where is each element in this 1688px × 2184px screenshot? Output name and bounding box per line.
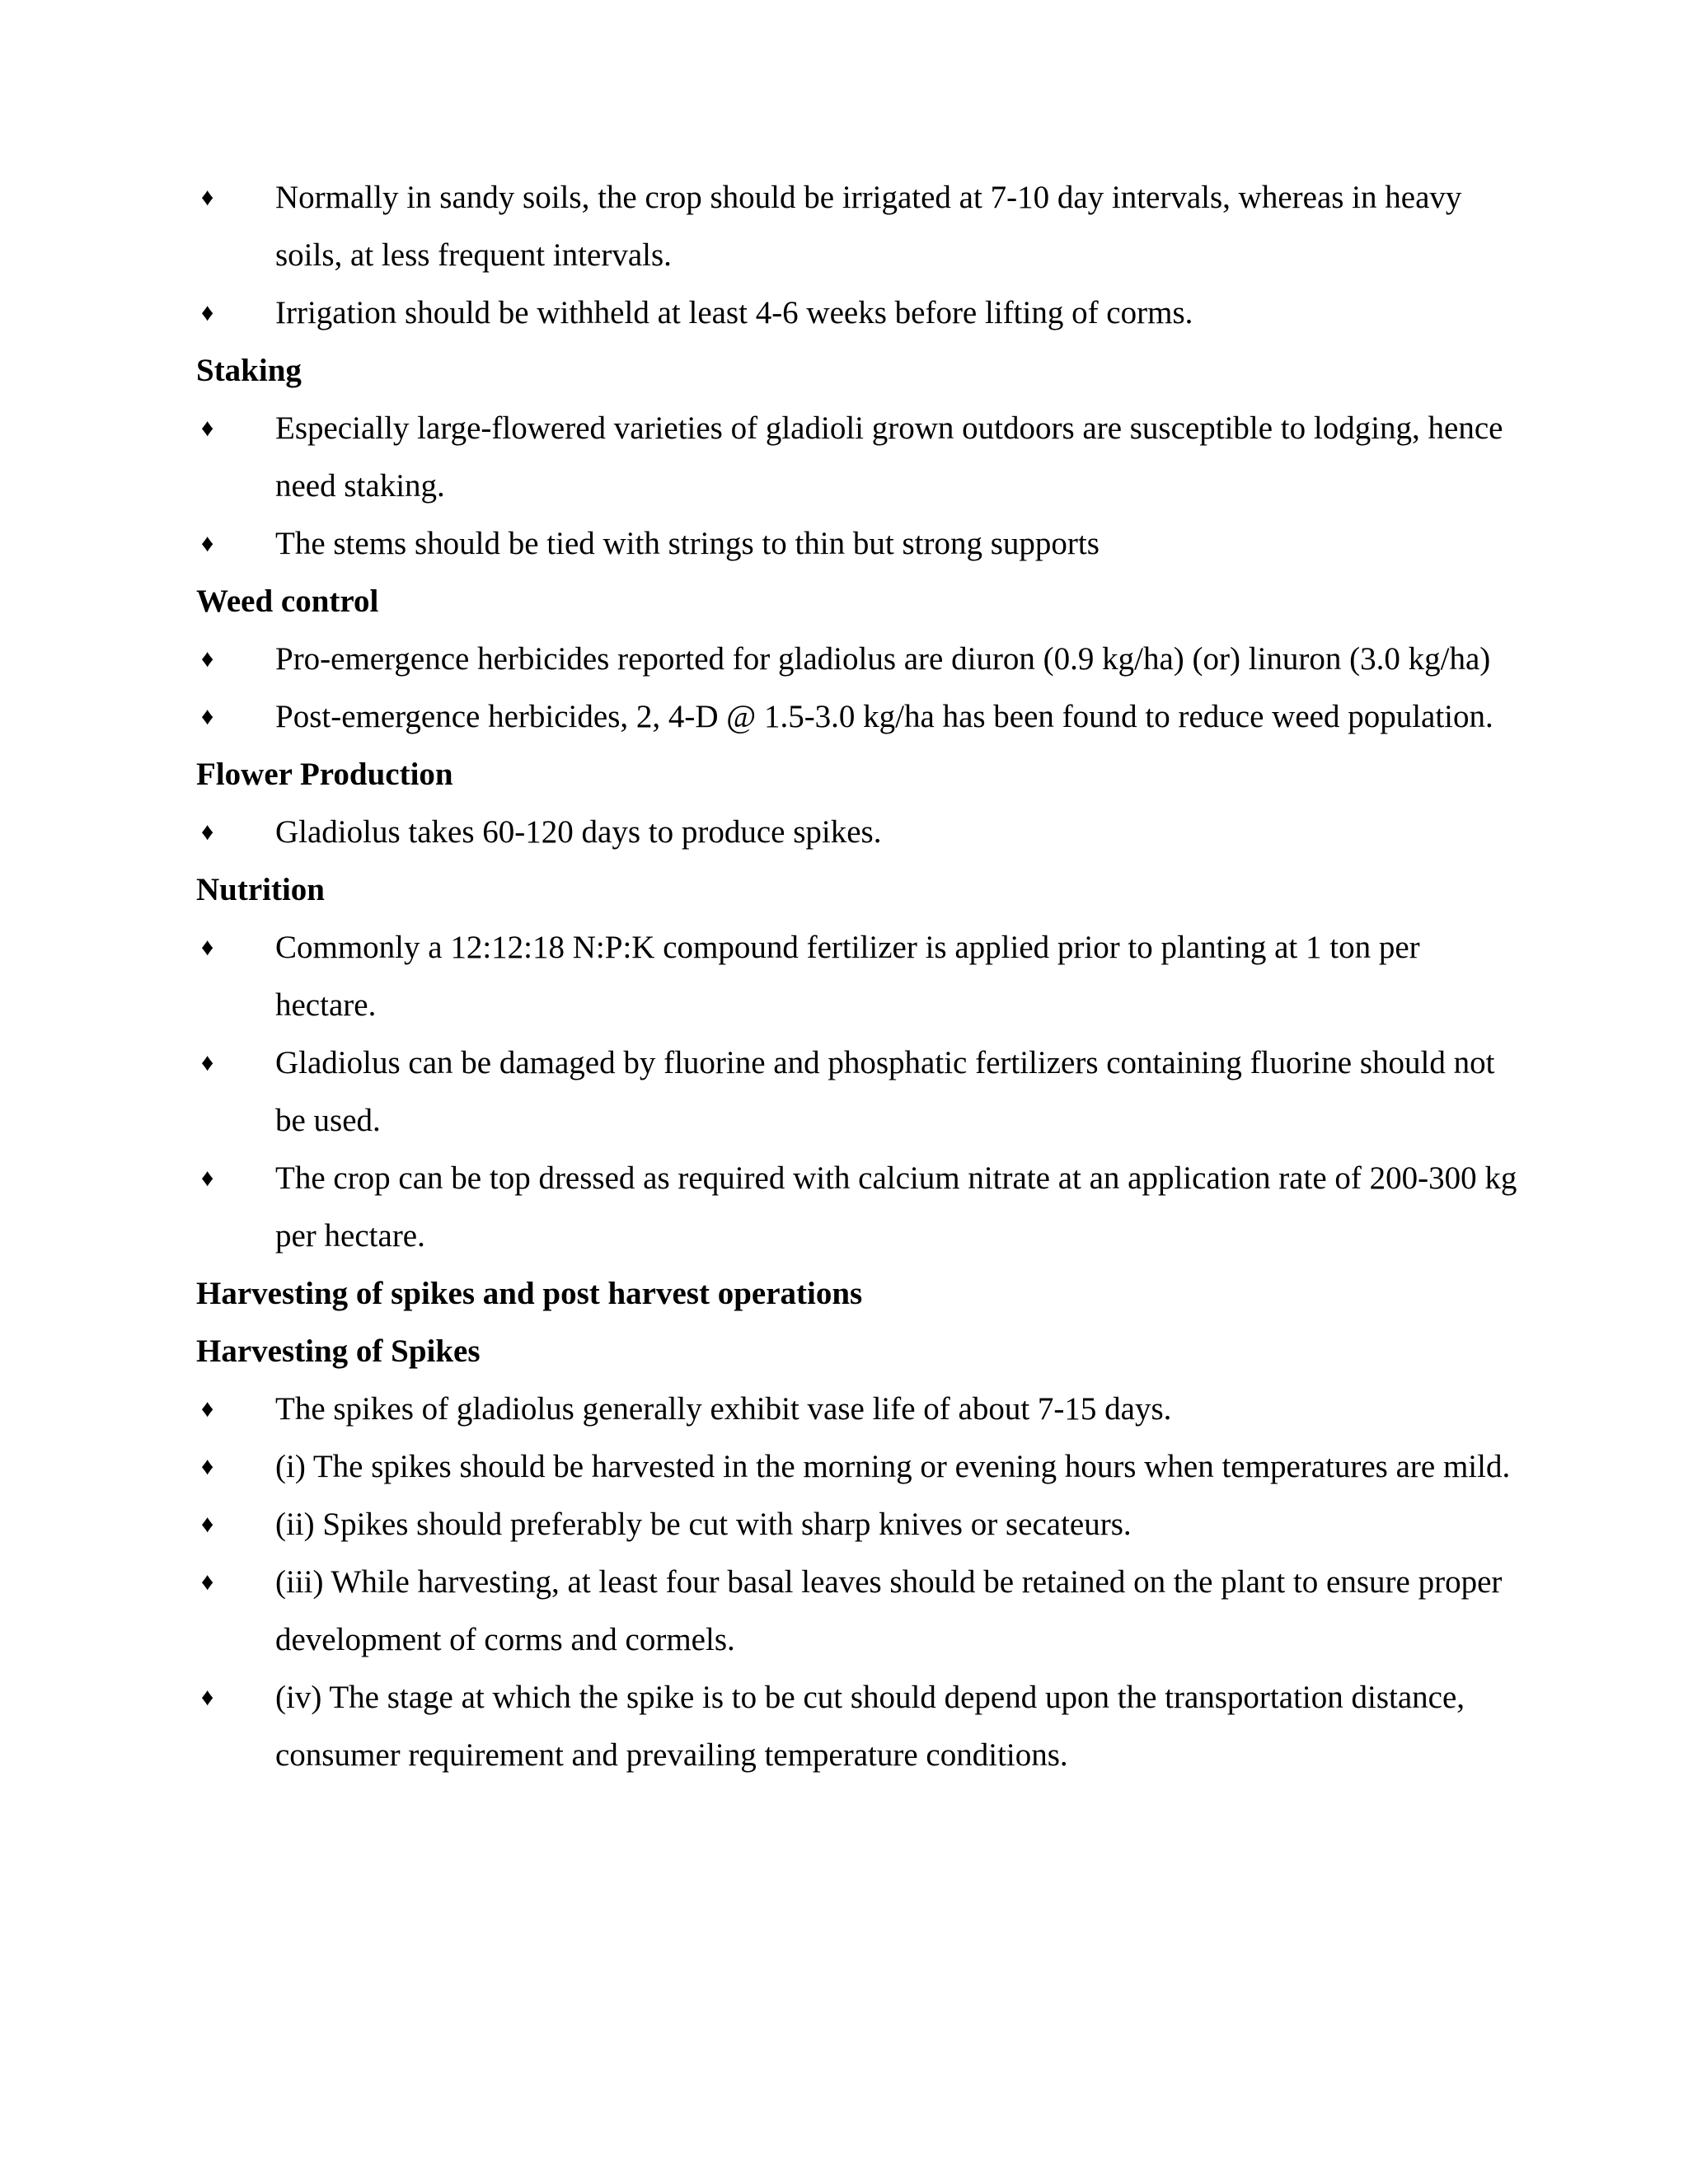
bullet-text: Normally in sandy soils, the crop should be irrigated at 7-10 day intervals, whereas in heavy soils, at less frequent intervals. xyxy=(275,180,1462,273)
bullet-diamond-icon: ♦ xyxy=(201,530,214,557)
bullet-diamond-icon: ♦ xyxy=(201,1511,214,1538)
bullet-diamond-icon: ♦ xyxy=(201,645,214,673)
bullet-item-harvest-time xyxy=(196,1438,1523,1496)
bullet-diamond-icon: ♦ xyxy=(201,818,214,846)
bullet-text: Commonly a 12:12:18 N:P:K compound fertilizer is applied prior to planting at 1 ton per hectare. xyxy=(275,930,1420,1023)
bullet-diamond-icon: ♦ xyxy=(201,1568,214,1596)
bullet-text: Gladiolus takes 60-120 days to produce spikes. xyxy=(275,814,882,850)
bullet-diamond-icon: ♦ xyxy=(201,1395,214,1422)
bullet-text: Post-emergence herbicides, 2, 4-D @ 1.5-3.0 kg/ha has been found to reduce weed population. xyxy=(275,699,1493,734)
bullet-text: Gladiolus can be damaged by fluorine and phosphatic fertilizers containing fluorine should not be used. xyxy=(275,1045,1495,1138)
bullet-text: The spikes of gladiolus generally exhibit vase life of about 7-15 days. xyxy=(275,1391,1172,1427)
bullet-item-npk-fertilizer xyxy=(196,919,1523,1034)
section-heading-harvesting-spikes: Harvesting of Spikes xyxy=(196,1333,481,1369)
section-heading-harvesting-post-harvest: Harvesting of spikes and post harvest operations xyxy=(196,1276,863,1311)
bullet-item-stems-tied xyxy=(196,515,1523,573)
bullet-text: Pro-emergence herbicides reported for gladiolus are diuron (0.9 kg/ha) (or) linuron (3.0 kg/ha) xyxy=(275,641,1491,677)
bullet-item-vase-life xyxy=(196,1380,1523,1438)
bullet-item-pro-emergence xyxy=(196,630,1523,688)
section-heading-nutrition: Nutrition xyxy=(196,872,325,907)
bullet-item-sharp-knives xyxy=(196,1496,1523,1554)
bullet-diamond-icon: ♦ xyxy=(201,1049,214,1076)
bullet-text: (ii) Spikes should preferably be cut with sharp knives or secateurs. xyxy=(275,1507,1132,1542)
bullet-text: The stems should be tied with strings to thin but strong supports xyxy=(275,526,1100,561)
bullet-item-cut-stage xyxy=(196,1669,1523,1784)
bullet-item-lodging xyxy=(196,400,1523,515)
document-body xyxy=(196,169,1523,1784)
bullet-text: The crop can be top dressed as required with calcium nitrate at an application rate of 200-300 kg per hectare. xyxy=(275,1160,1517,1254)
bullet-diamond-icon: ♦ xyxy=(201,703,214,730)
bullet-diamond-icon: ♦ xyxy=(201,415,214,442)
bullet-diamond-icon: ♦ xyxy=(201,184,214,211)
section-heading-weed-control: Weed control xyxy=(196,583,379,619)
bullet-text: (iv) The stage at which the spike is to be cut should depend upon the transportation distance, consumer requirement and prevailing temperature conditions. xyxy=(275,1680,1465,1773)
bullet-item-top-dressing xyxy=(196,1150,1523,1265)
bullet-text: (iii) While harvesting, at least four basal leaves should be retained on the plant to ensure proper development of corms and cormels. xyxy=(275,1564,1503,1657)
bullet-item-post-emergence xyxy=(196,688,1523,746)
bullet-text: Especially large-flowered varieties of gladioli grown outdoors are susceptible to lodging, hence need staking. xyxy=(275,410,1503,504)
bullet-diamond-icon: ♦ xyxy=(201,1453,214,1480)
section-heading-flower-production: Flower Production xyxy=(196,757,453,792)
bullet-diamond-icon: ♦ xyxy=(201,934,214,961)
bullet-item-irrigation-withheld xyxy=(196,284,1523,342)
bullet-item-days-to-spikes xyxy=(196,804,1523,861)
bullet-text: Irrigation should be withheld at least 4-6 weeks before lifting of corms. xyxy=(275,295,1193,330)
bullet-item-basal-leaves xyxy=(196,1554,1523,1669)
bullet-diamond-icon: ♦ xyxy=(201,299,214,326)
bullet-item-fluorine xyxy=(196,1034,1523,1150)
bullet-item-irrigation-intervals xyxy=(196,169,1523,284)
bullet-diamond-icon: ♦ xyxy=(201,1165,214,1192)
bullet-text: (i) The spikes should be harvested in the morning or evening hours when temperatures are mild. xyxy=(275,1449,1511,1484)
bullet-diamond-icon: ♦ xyxy=(201,1684,214,1711)
section-heading-staking: Staking xyxy=(196,353,302,388)
